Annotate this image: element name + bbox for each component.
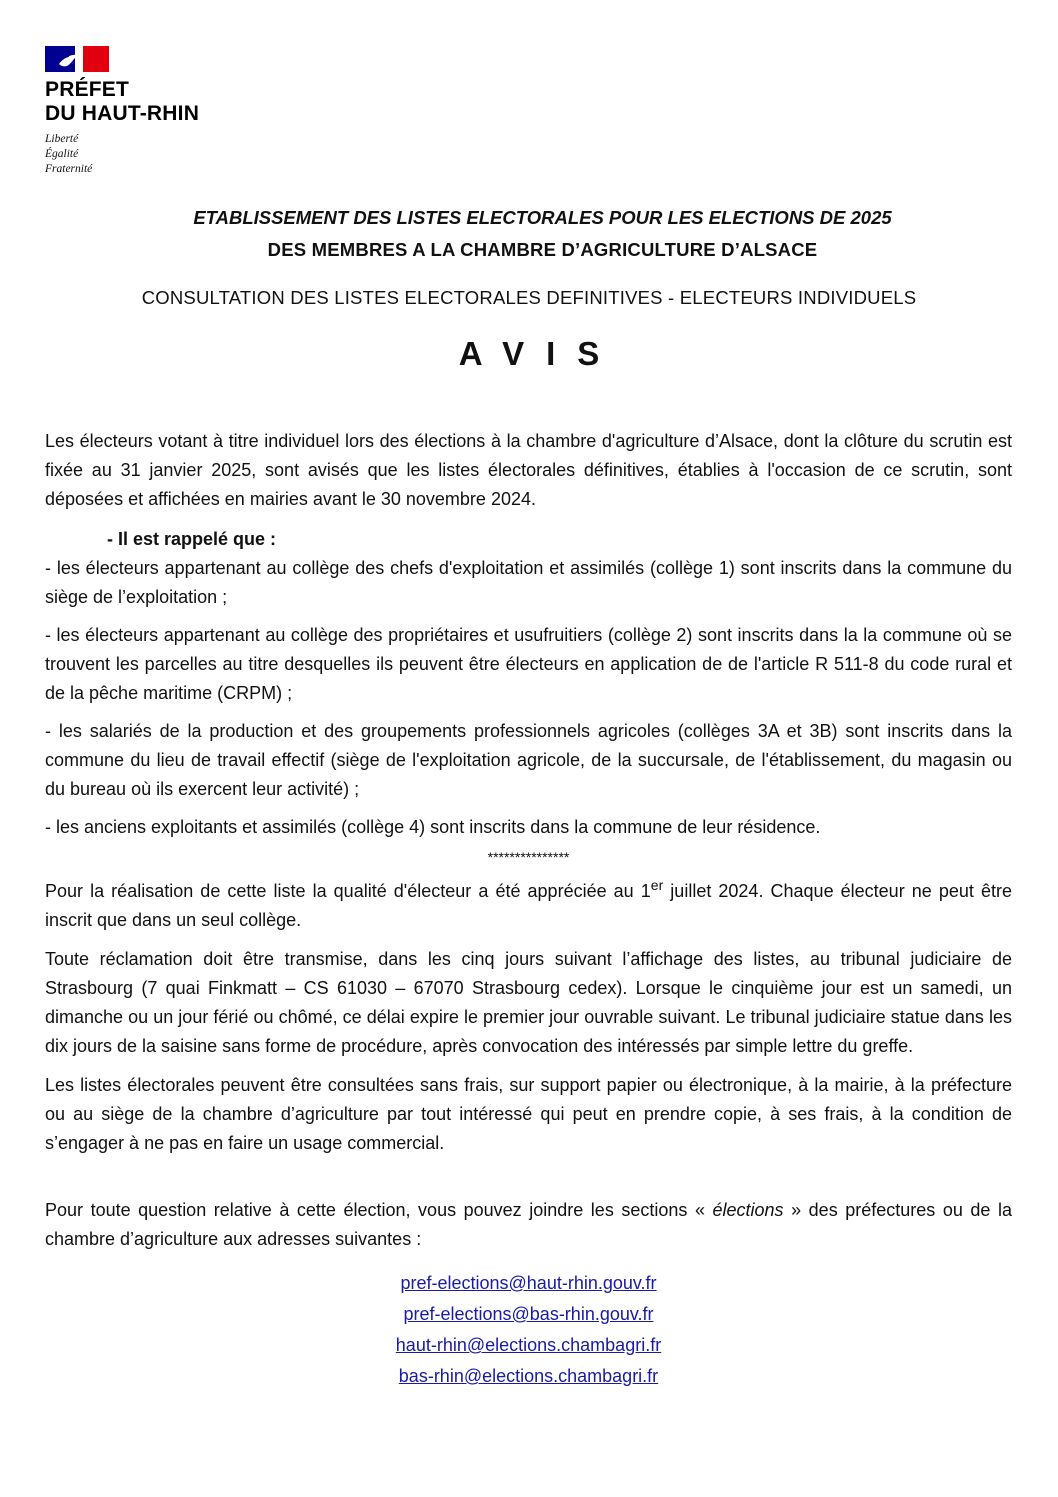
college-4-item: - les anciens exploitants et assimilés (collège 4) sont inscrits dans la commune de leur résidence.	[45, 817, 821, 837]
reclamation-paragraph: Toute réclamation doit être transmise, dans les cinq jours suivant l’affichage des listes, au tribunal judiciaire de Strasbourg (7 quai Finkmatt – CS 61030 – 67070 Strasbourg cedex). Lorsque le cinquième jour est un samedi, un dimanche ou un jour férié ou chômé, ce délai expire le premier jour ouvrable suivant. Le tribunal judiciaire statue dans les dix jours de la saisine sans forme de procédure, après convocation des intéressés par simple lettre du greffe.	[45, 949, 1012, 1056]
motto-liberte: Liberté	[45, 133, 79, 145]
notice-body	[45, 427, 1012, 1392]
prefect-line2: DU HAUT-RHIN	[45, 102, 200, 125]
email-link-pref-haut-rhin[interactable]: pref-elections@haut-rhin.gouv.fr	[400, 1273, 657, 1293]
qualite-paragraph	[45, 877, 1012, 935]
separator: ***************	[487, 849, 570, 865]
college-1-item: - les électeurs appartenant au collège des chefs d'exploitation et assimilés (collège 1) sont inscrits dans la commune du siège de l’exploitation ;	[45, 558, 1012, 607]
prefect-line1: PRÉFET	[45, 78, 130, 101]
question-text: Pour toute question relative à cette élection, vous pouvez joindre les sections «	[45, 1200, 713, 1220]
marianne-flag-icon	[45, 46, 109, 72]
prefect-title	[45, 78, 199, 126]
qualite-text-end: juillet 2024. Chaque électeur ne peut être inscrit que dans un seul collège.	[45, 881, 1012, 930]
email-list	[45, 1268, 1012, 1392]
title-line1: ETABLISSEMENT DES LISTES ELECTORALES POUR LES ELECTIONS DE 2025	[193, 207, 892, 228]
email-link-chambagri-bas-rhin[interactable]: bas-rhin@elections.chambagri.fr	[398, 1366, 659, 1386]
title-consultation: CONSULTATION DES LISTES ELECTORALES DEFINITIVES - ELECTEURS INDIVIDUELS	[141, 287, 917, 308]
question-emphasis: élections	[712, 1200, 784, 1220]
intro-paragraph: Les électeurs votant à titre individuel lors des élections à la chambre d'agriculture d’Alsace, dont la clôture du scrutin est fixée au 31 janvier 2025, sont avisés que les listes électorales définitives, établies à l'occasion de ce scrutin, sont déposées et affichées en mairies avant le 30 novembre 2024.	[45, 431, 1012, 509]
email-link-pref-bas-rhin[interactable]: pref-elections@bas-rhin.gouv.fr	[403, 1304, 654, 1324]
email-link-chambagri-haut-rhin[interactable]: haut-rhin@elections.chambagri.fr	[395, 1335, 662, 1355]
motto-fraternite: Fraternité	[45, 163, 93, 175]
question-paragraph	[45, 1196, 1012, 1254]
college-3-item: - les salariés de la production et des groupements professionnels agricoles (collèges 3A et 3B) sont inscrits dans la commune du lieu de travail effectif (siège de l'exploitation agricole, de la succursale, de l'établissement, du magasin ou du bureau où ils exercent leur activité) ;	[45, 721, 1012, 799]
republic-motto	[45, 132, 199, 177]
qualite-sup: er	[650, 877, 664, 893]
prefecture-logo	[45, 46, 199, 177]
title-line2: DES MEMBRES A LA CHAMBRE D’AGRICULTURE D’ALSACE	[267, 239, 818, 260]
motto-egalite: Égalité	[45, 148, 79, 160]
consultation-paragraph: Les listes électorales peuvent être consultées sans frais, sur support papier ou électronique, à la mairie, à la préfecture ou au siège de la chambre d’agriculture par tout intéressé qui peut en prendre copie, à ses frais, à la condition de s’engager à ne pas en faire un usage commercial.	[45, 1075, 1012, 1153]
college-2-item: - les électeurs appartenant au collège des propriétaires et usufruitiers (collège 2) sont inscrits dans la la commune où se trouvent les parcelles au titre desquelles ils peuvent être électeurs en application de de l'article R 511-8 du code rural et de la pêche maritime (CRPM) ;	[45, 625, 1012, 703]
question-text-end: » des préfectures ou de la chambre d’agriculture aux adresses suivantes :	[45, 1200, 1012, 1249]
avis-heading: AVIS	[458, 335, 622, 372]
qualite-text: Pour la réalisation de cette liste la qualité d'électeur a été appréciée au 1	[45, 881, 651, 901]
rappel-heading: - Il est rappelé que :	[107, 529, 277, 549]
